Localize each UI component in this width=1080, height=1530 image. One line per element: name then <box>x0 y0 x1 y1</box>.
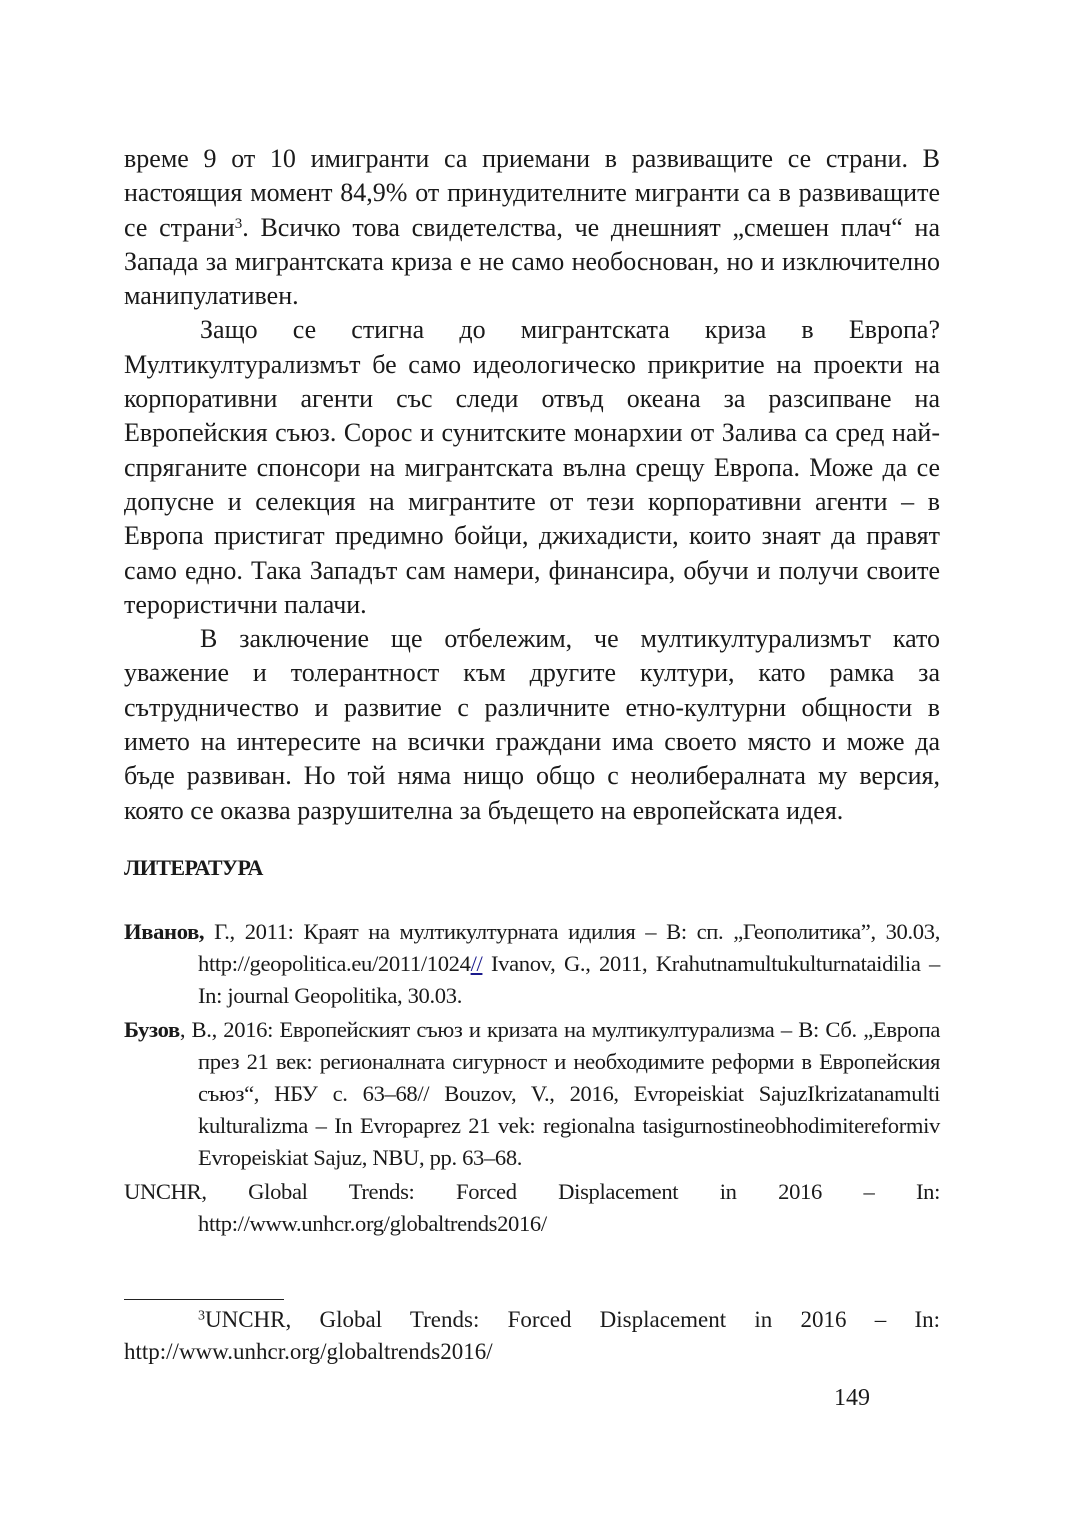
paragraph-1-text: време 9 от 10 имигранти са приемани в развиващите се страни. В настоящия момент 84,9% от принудителните мигранти са в развиващите се страни <box>124 144 940 242</box>
footnote <box>124 1304 940 1368</box>
paragraph-1 <box>124 142 940 313</box>
reference-text: , В., 2016: Европейският съюз и кризата на мултикултурализма – В: Сб. „Европа през 21 век: регионалната сигурност и необходимите реформи в Европейския съюз“, НБУ с. 63–68// Bouzov, V., 2016, Evropeiskiat SajuzIkrizatanamulti kulturalizma – In Evropaprez 21 vek: regionalna tasigurnostineobhodimitereformiv Evropeiskiat Sajuz, NBU, pp. 63–68. <box>179 1017 940 1170</box>
footnote-text: UNCHR, Global Trends: Forced Displacement in 2016 – In: http://www.unhcr.org/globaltrends2016/ <box>124 1307 940 1364</box>
reference-text: UNCHR, Global Trends: Forced Displacement in 2016 – In: http://www.unhcr.org/globaltrends2016/ <box>124 1179 940 1236</box>
reference-text-continued: Ivanov, G., 2011, Krahutnamultukulturnataidilia – In: journal Geopolitika, 30.03. <box>198 951 940 1008</box>
reference-author: Бузов <box>124 1017 180 1042</box>
reference-author: Иванов, <box>124 919 205 944</box>
reference-text: Г., 2011: Краят на мултикултурната идилия – В: сп. „Геополитика”, 30.03, http://geopolitica.eu/2011/1024 <box>198 919 940 976</box>
footnote-mark: 3 <box>198 1308 205 1324</box>
reference-item <box>124 1176 940 1240</box>
paragraph-2: Защо се стигна до мигрантската криза в Европа? Мултикултурализмът бе само идеологическо прикритие на проекти на корпоративни агенти със следи отвъд океана за разсипване на Европейския съюз. Сорос и сунитските монархии от Залива са сред най-спряганите спонсори на мигрантската вълна срещу Европа. Може да се допусне и селекция на мигрантите от тези корпоративни агенти – в Европа пристигат предимно бойци, джихадисти, които знаят да правят само едно. Така Западът сам намери, финансира, обучи и получи своите терористични палачи. <box>124 315 940 619</box>
references-list <box>124 916 940 1242</box>
reference-item <box>124 1014 940 1174</box>
reference-item <box>124 916 940 1012</box>
footnote-divider <box>124 1299 284 1300</box>
page-number: 149 <box>834 1385 870 1411</box>
main-text <box>124 142 940 828</box>
paragraph-3: В заключение ще отбележим, че мултикултурализмът като уважение и толерантност към другите култури, като рамка за сътрудничество и развитие с различните етно-културни общности в името на интересите на всички граждани има своето място и може да бъде развиван. Но той няма нищо общо с неолибералната му версия, която се оказва разрушителна за бъдещето на европейската идея. <box>124 624 940 825</box>
references-heading: ЛИТЕРАТУРА <box>124 855 263 880</box>
reference-link[interactable]: // <box>470 951 483 976</box>
footnote-reference-mark[interactable]: 3 <box>234 215 243 232</box>
paragraph-1-text-continued: . Всичко това свидетелства, че днешният „смешен плач“ на Запада за мигрантската криза е не само необоснован, но и изключително манипулативен. <box>124 212 940 311</box>
